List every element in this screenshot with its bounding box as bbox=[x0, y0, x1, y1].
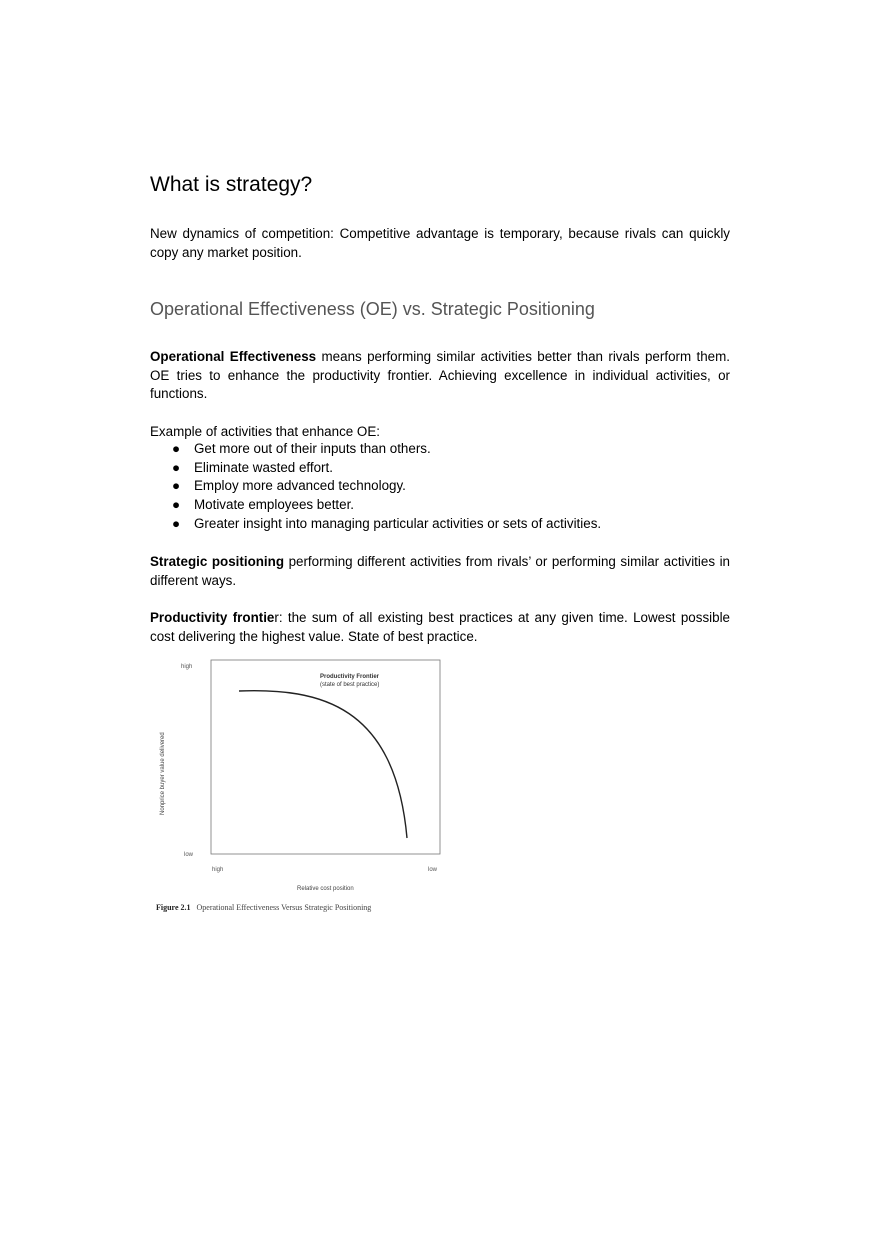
y-axis-label: Nonprice buyer value delivered bbox=[160, 732, 166, 815]
sp-term: Strategic positioning bbox=[150, 554, 285, 569]
pf-term: Productivity frontie bbox=[150, 610, 275, 625]
oe-paragraph bbox=[150, 348, 730, 404]
examples-intro: Example of activities that enhance OE: bbox=[150, 424, 380, 439]
sp-paragraph bbox=[150, 553, 730, 590]
section-heading: Operational Effectiveness (OE) vs. Strategic Positioning bbox=[150, 299, 595, 319]
caption-text: Operational Effectiveness Versus Strategic Positioning bbox=[196, 903, 372, 912]
pf-definition: r: the sum of all existing best practices at any given time. Lowest possible cost delivering the highest value. State of best practice. bbox=[150, 610, 730, 644]
x-low-label: low bbox=[428, 867, 438, 873]
y-high-label: high bbox=[181, 664, 193, 670]
figure-caption bbox=[156, 903, 371, 912]
list-item: ● Greater insight into managing particular activities or sets of activities. bbox=[150, 515, 601, 534]
bullet-icon: ● bbox=[172, 497, 181, 513]
pf-paragraph bbox=[150, 609, 730, 646]
y-low-label: low bbox=[184, 852, 194, 858]
list-item: ● Employ more advanced technology. bbox=[150, 477, 601, 496]
bullet-icon: ● bbox=[172, 515, 181, 531]
sp-definition: performing different activities from rivals’ or performing similar activities in different ways. bbox=[150, 554, 731, 588]
page-title: What is strategy? bbox=[150, 173, 313, 196]
intro-paragraph: New dynamics of competition: Competitive advantage is temporary, because rivals can quickly copy any market position. bbox=[150, 226, 730, 260]
curve-label-title: Productivity Frontier bbox=[320, 674, 380, 680]
oe-term: Operational Effectiveness bbox=[150, 349, 317, 364]
list-item: ● Eliminate wasted effort. bbox=[150, 459, 601, 478]
bullet-icon: ● bbox=[172, 459, 181, 475]
caption-number: Figure 2.1 bbox=[156, 903, 191, 912]
oe-definition: means performing similar activities better than rivals perform them. OE tries to enhance the productivity frontier. Achieving excellence in individual activities, or functions. bbox=[150, 349, 730, 402]
x-axis-label: Relative cost position bbox=[297, 886, 354, 892]
bullet-icon: ● bbox=[172, 441, 181, 456]
x-high-label: high bbox=[212, 867, 224, 873]
bullet-icon: ● bbox=[172, 478, 181, 494]
list-item: ● Motivate employees better. bbox=[150, 496, 601, 515]
curve-label-subtitle: (state of best practice) bbox=[320, 682, 380, 688]
frontier-curve bbox=[239, 691, 407, 838]
examples-list bbox=[150, 440, 601, 534]
list-item: ● Get more out of their inputs than others. bbox=[150, 440, 601, 459]
productivity-frontier-figure bbox=[150, 655, 450, 920]
